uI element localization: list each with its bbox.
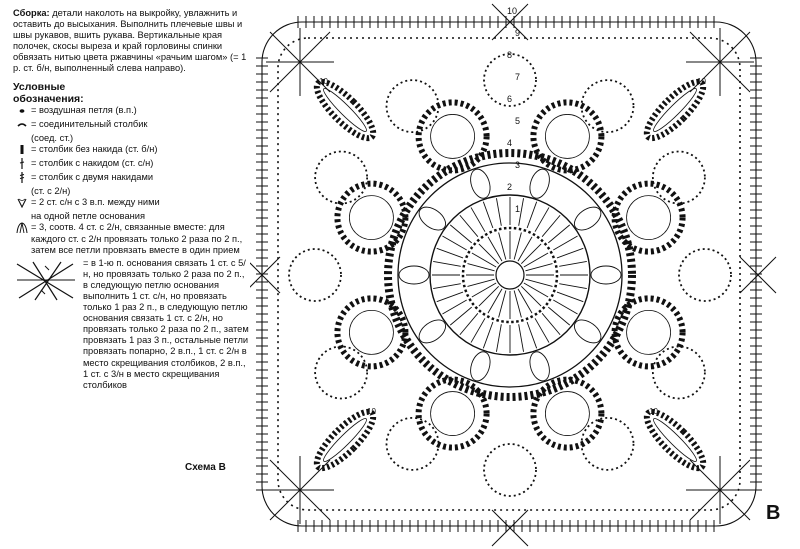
row-number: 5 — [515, 116, 521, 126]
row-number: 3 — [515, 160, 521, 170]
legend-item — [13, 144, 249, 158]
round1-stitch — [488, 289, 502, 313]
legend-title-line2: обозначения: — [13, 92, 84, 105]
round3-stitch — [460, 215, 478, 236]
round1-stitch — [514, 290, 521, 317]
petal-scallop — [615, 184, 683, 252]
petal-scallop — [337, 184, 405, 252]
lace-arc — [653, 152, 705, 204]
legend-item-text: на одной петле основания — [31, 211, 145, 222]
legend-item — [13, 222, 249, 255]
corner-row-number: 10 — [319, 77, 328, 86]
instructions-column — [13, 8, 249, 391]
round3-stitch — [483, 202, 493, 228]
round1-stitch — [472, 253, 496, 267]
slip-stitch-icon — [13, 119, 31, 133]
round3-stitch — [442, 236, 466, 250]
legend-item — [13, 197, 249, 211]
legend-item — [13, 158, 249, 172]
big-symbol-text: = в 1-ю п. основания связать 1 ст. с 5/н, но провязать только 2 раза по 2 п., в следующую петлю основания выполнить 1 ст. с/н, но провязать только 1 раз 2 п., в следующую петлю основания связать 1 ст. с 2/н, но провязать только 2 раза по 2 п., затем провязать 1 раз 3 п., остальные петли провязать попарно, 2 в.п., 1 ст. с 2/н в место скрещивания столбиков, 2 в.п., 1 ст. с 3/н в место скрещивания столбиков — [83, 257, 249, 390]
cluster-icon — [13, 222, 31, 236]
crochet-chart — [250, 0, 800, 549]
round3-stitch — [535, 318, 549, 342]
lace-arc — [484, 444, 536, 496]
round1-stitch — [521, 286, 541, 306]
row-number: 2 — [507, 182, 513, 192]
legend-item-big-symbol — [13, 258, 249, 391]
round1-stitch — [488, 237, 502, 261]
round3-stitch — [433, 261, 461, 266]
row-number: 10 — [507, 6, 518, 16]
petal-scallop — [615, 298, 683, 366]
round3-stitch — [496, 198, 501, 226]
petal-scallop — [419, 102, 487, 170]
round3-stitch — [442, 300, 466, 314]
round3-stitch — [548, 225, 569, 243]
petal-inner — [431, 114, 475, 158]
cluster-petal — [526, 167, 552, 201]
center-ring — [496, 261, 524, 289]
row-number: 7 — [515, 72, 521, 82]
row-number: 9 — [515, 28, 521, 38]
round3-stitch — [557, 292, 583, 302]
legend-item-text: = воздушная петля (в.п.) — [31, 104, 137, 115]
round1-stitch — [521, 244, 541, 264]
row-number: 8 — [507, 50, 513, 60]
side-cross — [250, 257, 280, 293]
petal-inner — [545, 114, 589, 158]
round3-stitch — [471, 318, 485, 342]
assembly-paragraph — [13, 8, 249, 75]
round3-stitch — [483, 322, 493, 348]
round3-stitch — [450, 307, 471, 325]
round1-stitch — [467, 264, 494, 271]
lace-arc — [582, 418, 634, 470]
corner-row-number: 10 — [367, 407, 376, 416]
single-crochet-icon — [13, 144, 31, 158]
lace-arc — [582, 80, 634, 132]
legend-item-text: = столбик без накида (ст. б/н) — [31, 143, 158, 154]
corner-row-number: 10 — [649, 407, 658, 416]
round1-stitch — [479, 286, 499, 306]
treble-crochet-icon — [13, 172, 31, 186]
side-cross — [250, 257, 280, 293]
legend-item-text: (соед. ст.) — [31, 132, 74, 143]
cluster-petal — [526, 349, 552, 383]
petal-inner — [627, 310, 671, 354]
cluster-petal — [591, 266, 621, 284]
chain-dot-icon — [13, 105, 31, 119]
round3-stitch — [559, 284, 587, 289]
round3-stitch — [542, 313, 560, 334]
legend-item-text: = соединительный столбик — [31, 118, 148, 129]
corner-row-number: 10 — [697, 77, 706, 86]
round5-ring — [398, 163, 622, 387]
assembly-heading: Сборка: — [13, 8, 50, 18]
round1-stitch — [518, 237, 532, 261]
petal-scallop — [533, 102, 601, 170]
legend-item — [13, 211, 249, 222]
assembly-text: детали наколоть на выкройку, увлажнить и оставить до высыхания. Выполнить плечевые швы и швы рукавов, вшить рукава. Вертикальные края полочек, скосы выреза и край горловины спинки обвязать нитью цвета ржавчины «рачьим шагом» (= 1 р. ст. б/н, выполненный слева направо). — [13, 8, 247, 74]
legend-item — [13, 119, 249, 133]
legend-item-text: = 2 ст. с/н с 3 в.п. между ними — [31, 197, 160, 208]
lace-arc — [289, 249, 341, 301]
legend-item-text: = столбик с двумя накидами — [31, 172, 154, 183]
round3-stitch — [542, 215, 560, 236]
petal-scallop — [337, 298, 405, 366]
legend-item-text: = столбик с накидом (ст. с/н) — [31, 157, 154, 168]
round3-stitch — [450, 225, 471, 243]
chart-caption: Схема В — [185, 462, 226, 473]
round1-stitch — [525, 279, 552, 286]
round3-stitch — [527, 322, 537, 348]
corner-letter: В — [766, 502, 781, 524]
round3-stitch — [460, 313, 478, 334]
round3-stitch — [437, 248, 463, 258]
row-number: 6 — [507, 94, 513, 104]
petal-inner — [349, 310, 393, 354]
round1-stitch — [525, 264, 552, 271]
round3-stitch — [496, 324, 501, 352]
cluster-petal — [467, 167, 493, 201]
cluster-petal — [399, 266, 429, 284]
lace-arc — [679, 249, 731, 301]
legend-item-text: (ст. с 2/н) — [31, 186, 71, 197]
crossed-trebles-icon — [13, 258, 83, 302]
round3-stitch — [437, 292, 463, 302]
round1-stitch — [524, 253, 548, 267]
legend-item — [13, 133, 249, 144]
round3-stitch — [535, 207, 549, 231]
petal-inner — [545, 392, 589, 436]
legend-item — [13, 172, 249, 186]
round1-stitch — [479, 244, 499, 264]
petal-inner — [431, 392, 475, 436]
round1-stitch — [518, 289, 532, 313]
cluster-petal — [467, 349, 493, 383]
round3-stitch — [559, 261, 587, 266]
round3-stitch — [548, 307, 569, 325]
lace-arc — [315, 347, 367, 399]
lace-arc — [387, 80, 439, 132]
round1-stitch — [499, 232, 506, 259]
round3-stitch — [557, 248, 583, 258]
round3-stitch — [527, 202, 537, 228]
round1-stitch — [467, 279, 494, 286]
inner-dot-border — [278, 38, 740, 510]
round1-stitch — [472, 283, 496, 297]
round3-stitch — [471, 207, 485, 231]
double-crochet-icon — [13, 158, 31, 172]
round1-stitch — [514, 232, 521, 259]
lace-arc — [653, 347, 705, 399]
round1-stitch — [524, 283, 548, 297]
legend-item — [13, 105, 249, 119]
lace-arc — [387, 418, 439, 470]
legend-title — [13, 81, 249, 105]
round3-stitch — [433, 284, 461, 289]
legend-item-text: = 3, соотв. 4 ст. с 2/н, связанные вместе: для каждого ст. с 2/н провязать только 2 раза по 2 п., затем все петли провязать вместе в один прием — [31, 222, 243, 255]
round1-stitch — [499, 290, 506, 317]
motif-diagram — [250, 4, 776, 546]
lace-arc — [315, 152, 367, 204]
v-stitch-icon — [13, 197, 31, 211]
round3-stitch — [553, 236, 577, 250]
petal-scallop — [533, 380, 601, 448]
legend-list — [13, 105, 249, 256]
petal-inner — [627, 196, 671, 240]
petal-scallop — [419, 380, 487, 448]
legend-item — [13, 186, 249, 197]
legend-title-line1: Условные — [13, 80, 66, 93]
row-number: 1 — [515, 204, 521, 214]
round3-stitch — [519, 324, 524, 352]
round3-stitch — [553, 300, 577, 314]
petal-inner — [349, 196, 393, 240]
row-number: 4 — [507, 138, 513, 148]
